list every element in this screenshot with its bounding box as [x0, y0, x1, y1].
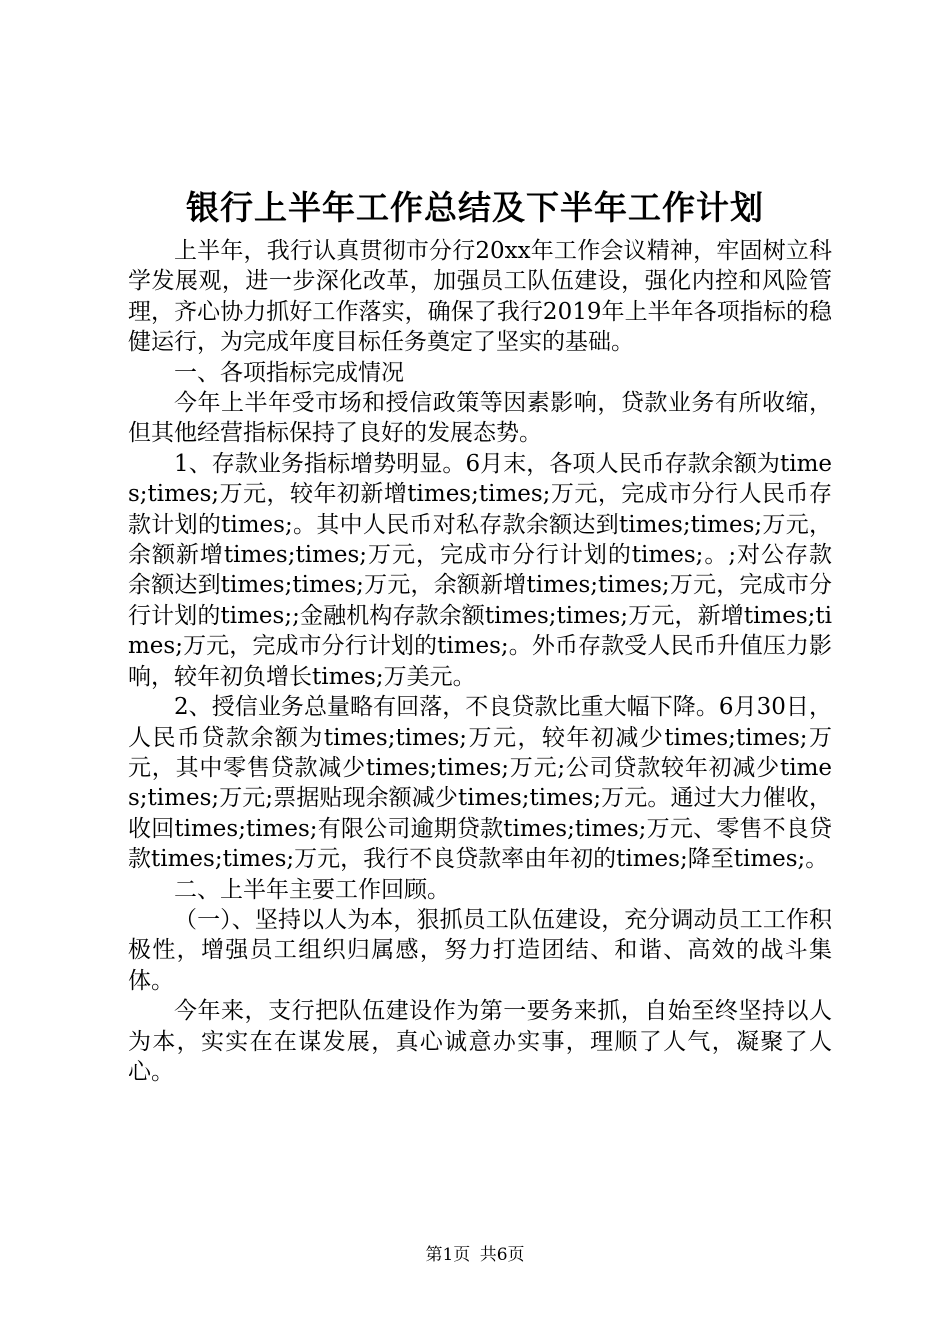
section-heading-indicators: 一、各项指标完成情况 — [174, 359, 404, 386]
document-body — [128, 236, 832, 1087]
paragraph-team: 今年来，支行把队伍建设作为第一要务来抓，自始至终坚持以人为本，实实在在谋发展，真心诚意办实事，理顺了人气，凝聚了人心。 — [128, 998, 832, 1085]
subsection-heading-team: （一）、坚持以人为本，狠抓员工队伍建设，充分调动员工工作积极性，增强员工组织归属感，努力打造团结、和谐、高效的战斗集体。 — [128, 906, 832, 994]
document-title: 银行上半年工作总结及下半年工作计划 — [186, 188, 764, 227]
paragraph-deposits: 1、存款业务指标增势明显。6月末，各项人民币存款余额为times;times;万元，较年初新增times;times;万元，完成市分行人民币存款计划的times;。其中人民币对私存款余额达到times;times;万元，余额新增times;times;万元，完成市分行计划的times;。;对公存款余额达到times;times;万元，余额新增times;times;万元，完成市分行计划的times;;金融机构存款余额times;times;万元，新增times;times;万元，完成市分行计划的times;。外币存款受人民币升值压力影响，较年初负增长times;万美元。 — [128, 450, 832, 690]
paragraph-overview: 今年上半年受市场和授信政策等因素影响，贷款业务有所收缩，但其他经营指标保持了良好的发展态势。 — [128, 390, 832, 447]
page-total: 共6页 — [479, 1245, 525, 1265]
paragraph-credit: 2、授信业务总量略有回落，不良贷款比重大幅下降。6月30日，人民币贷款余额为times;times;万元，较年初减少times;times;万元，其中零售贷款减少times;times;万元;公司贷款较年初减少times;times;万元;票据贴现余额减少times;times;万元。通过大力催收，收回times;times;有限公司逾期贷款times;times;万元、零售不良贷款times;times;万元，我行不良贷款率由年初的times;降至times;。 — [128, 694, 832, 873]
page-number: 第1页 — [425, 1245, 471, 1265]
page-footer — [0, 1243, 950, 1267]
section-heading-review: 二、上半年主要工作回顾。 — [174, 876, 450, 903]
paragraph-intro: 上半年，我行认真贯彻市分行20xx年工作会议精神，牢固树立科学发展观，进一步深化改革，加强员工队伍建设，强化内控和风险管理，齐心协力抓好工作落实，确保了我行2019年上半年各项指标的稳健运行，为完成年度目标任务奠定了坚实的基础。 — [128, 238, 832, 356]
